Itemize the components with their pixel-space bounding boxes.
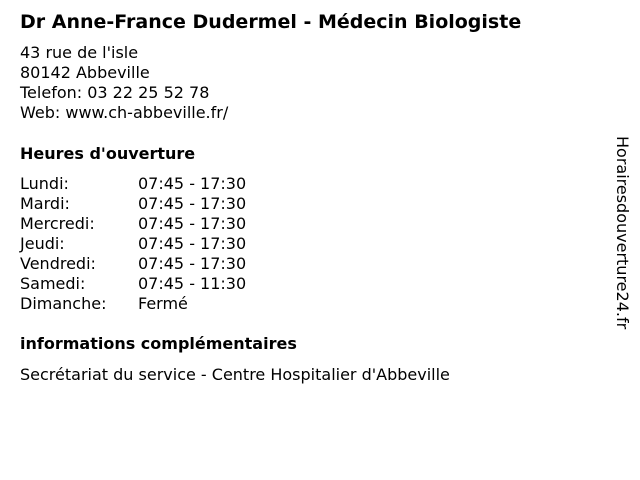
day-label: Lundi: [20,174,69,193]
time-value: Fermé [138,294,188,313]
day-label: Jeudi: [20,234,65,253]
page-title: Dr Anne-France Dudermel - Médecin Biologiste [20,11,522,33]
day-label: Mercredi: [20,214,95,233]
hours-row-wednesday [20,214,246,234]
time-value: 07:45 - 17:30 [138,174,247,193]
phone-number: Telefon: 03 22 25 52 78 [20,83,210,102]
site-watermark: Horairesdouverture24.fr [613,136,632,330]
hours-row-tuesday [20,194,246,214]
website-link[interactable]: Web: www.ch-abbeville.fr/ [20,103,229,122]
hours-row-friday [20,254,246,274]
hours-row-monday [20,174,246,194]
time-value: 07:45 - 17:30 [138,214,247,233]
time-value: 07:45 - 11:30 [138,274,247,293]
hours-row-sunday [20,294,246,314]
day-label: Dimanche: [20,294,107,313]
hours-row-saturday [20,274,246,294]
opening-hours-list [20,174,246,314]
time-value: 07:45 - 17:30 [138,234,247,253]
street-address: 43 rue de l'isle [20,43,139,62]
hours-row-thursday [20,234,246,254]
day-label: Vendredi: [20,254,96,273]
day-label: Samedi: [20,274,86,293]
info-text: Secrétariat du service - Centre Hospitalier d'Abbeville [20,365,450,384]
day-label: Mardi: [20,194,70,213]
hours-heading: Heures d'ouverture [20,144,196,163]
time-value: 07:45 - 17:30 [138,194,247,213]
city-postcode: 80142 Abbeville [20,63,150,82]
time-value: 07:45 - 17:30 [138,254,247,273]
address-block [20,43,228,123]
info-heading: informations complémentaires [20,334,297,353]
